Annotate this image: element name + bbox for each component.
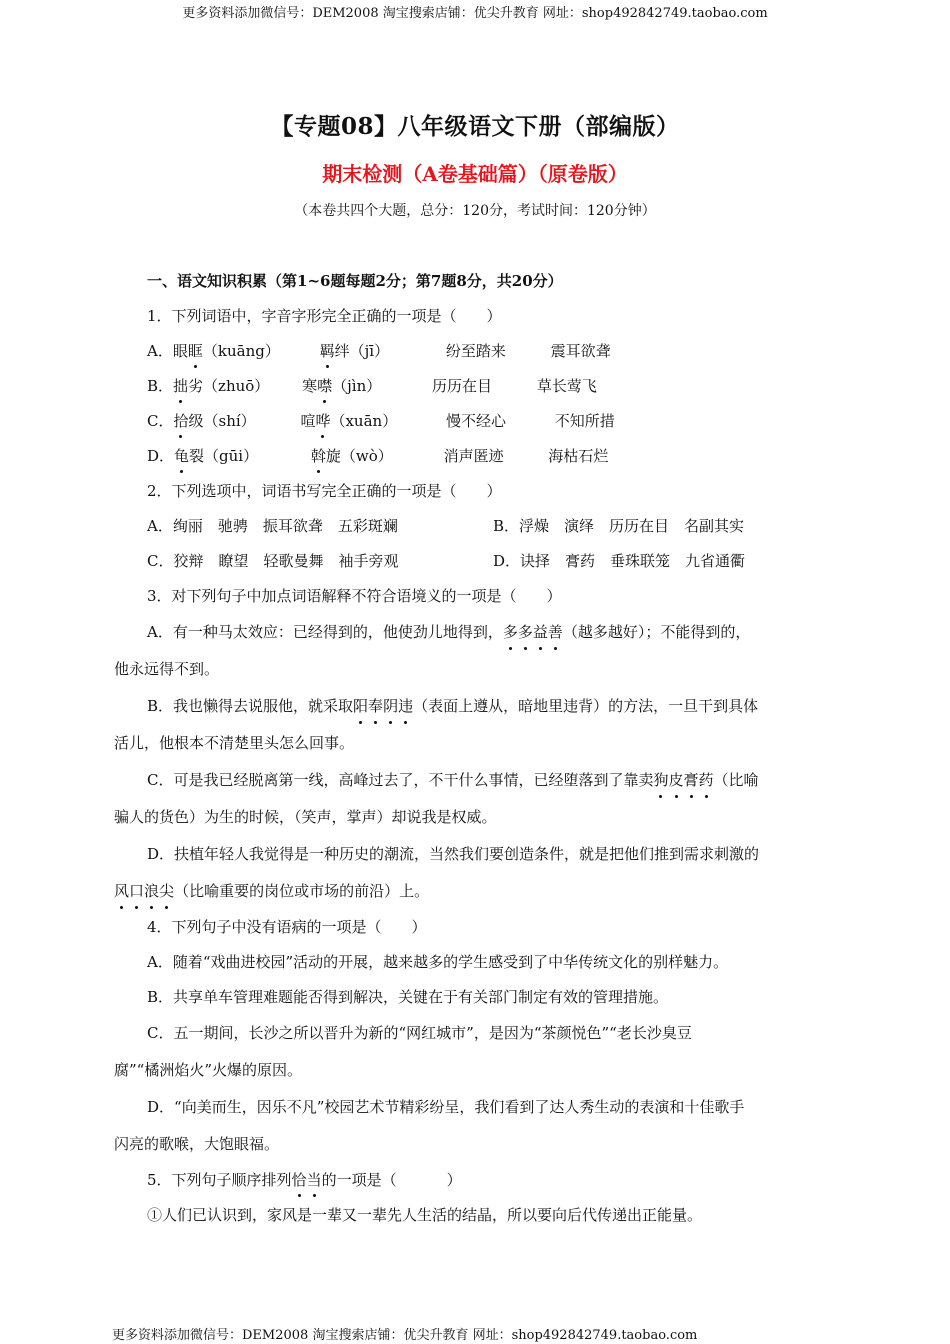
question-1-stem: 1．下列词语中，字音字形完全正确的一项是（ ） bbox=[147, 307, 502, 325]
question-2-options-ab: A．绚丽 驰骋 振耳欲聋 五彩斑斓 B．浮燥 演绎 历历在目 名副其实 bbox=[147, 517, 745, 535]
question-4-stem: 4．下列句子中没有语病的一项是（ ） bbox=[147, 918, 427, 936]
question-3-option-b: B．我也懒得去说服他，就采取阳奉阴违（表面上遵从，暗地里违背）的方法，一旦干到具体 bbox=[114, 688, 834, 725]
question-5-stem: 5．下列句子顺序排列恰当的一项是（ ） bbox=[114, 1163, 834, 1198]
exam-note: （本卷共四个大题，总分：120分，考试时间：120分钟） bbox=[294, 203, 656, 219]
question-4-option-c-cont: 腐”“橘洲焰火”火爆的原因。 bbox=[114, 1061, 303, 1079]
question-3-option-c-cont: 骗人的货色）为生的时候，（笑声，掌声）却说我是权威。 bbox=[114, 808, 497, 826]
question-3-option-c: C．可是我已经脱离第一线，高峰过去了，不干什么事情，已经堕落到了靠卖狗皮膏药（比喻 bbox=[114, 762, 834, 799]
question-4-option-d: D．“向美而生，因乐不凡”校园艺术节精彩纷呈，我们看到了达人秀生动的表演和十佳歌手 bbox=[147, 1098, 745, 1116]
question-4-option-b: B．共享单车管理难题能否得到解决，关键在于有关部门制定有效的管理措施。 bbox=[147, 988, 669, 1006]
question-3-option-a-cont: 他永远得不到。 bbox=[114, 660, 220, 678]
footer-watermark: 更多资料添加微信号：DEM2008 淘宝搜索店铺：优尖升教育 网址：shop492842749.taobao.com bbox=[112, 1328, 698, 1343]
page-title: 【专题08】八年级语文下册（部编版） bbox=[270, 113, 680, 140]
question-3-option-d-cont: 风口浪尖（比喻重要的岗位或市场的前沿）上。 bbox=[114, 873, 834, 910]
header-watermark: 更多资料添加微信号：DEM2008 淘宝搜索店铺：优尖升教育 网址：shop492842749.taobao.com bbox=[182, 6, 768, 21]
question-4-option-d-cont: 闪亮的歌喉，大饱眼福。 bbox=[114, 1135, 280, 1153]
question-2-options-cd: C．狡辩 瞭望 轻歌曼舞 袖手旁观 D．诀择 膏药 垂珠联笼 九省通衢 bbox=[147, 552, 746, 570]
question-3-stem: 3．对下列句子中加点词语解释不符合语境义的一项是（ ） bbox=[147, 587, 562, 605]
section-heading: 一、语文知识积累（第1~6题每题2分；第7题8分，共20分） bbox=[147, 272, 563, 290]
question-2-stem: 2．下列选项中，词语书写完全正确的一项是（ ） bbox=[147, 482, 502, 500]
question-1-option-a: A．眼眶（kuāng） 羁绊（jī） 纷至踏来 震耳欲聋 bbox=[114, 334, 834, 369]
question-4-option-c: C．五一期间，长沙之所以晋升为新的“网红城市”，是因为“茶颜悦色”“老长沙臭豆 bbox=[147, 1024, 692, 1042]
question-3-option-a: A．有一种马太效应：已经得到的，他使劲儿地得到，多多益善（越多越好）；不能得到的， bbox=[114, 614, 834, 651]
page-subtitle: 期末检测（A卷基础篇）（原卷版） bbox=[322, 162, 628, 186]
question-3-option-b-cont: 活儿，他根本不清楚里头怎么回事。 bbox=[114, 734, 355, 752]
question-1-option-b: B．拙劣（zhuō） 寒噤（jìn） 历历在目 草长莺飞 bbox=[114, 369, 834, 404]
question-4-option-a: A．随着“戏曲进校园”活动的开展，越来越多的学生感受到了中华传统文化的别样魅力。 bbox=[147, 953, 729, 971]
question-3-option-d: D．扶植年轻人我觉得是一种历史的潮流，当然我们要创造条件，就是把他们推到需求刺激的 bbox=[147, 845, 760, 863]
question-1-option-d: D．龟裂（gūi） 斡旋（wò） 消声匿迹 海枯石烂 bbox=[114, 439, 834, 474]
question-5-sentence-1: ①人们已认识到，家风是一辈又一辈先人生活的结晶，所以要向后代传递出正能量。 bbox=[147, 1206, 703, 1224]
exam-content bbox=[114, 264, 834, 1233]
question-1-option-c: C．拾级（shí） 喧哗（xuān） 慢不经心 不知所措 bbox=[114, 404, 834, 439]
